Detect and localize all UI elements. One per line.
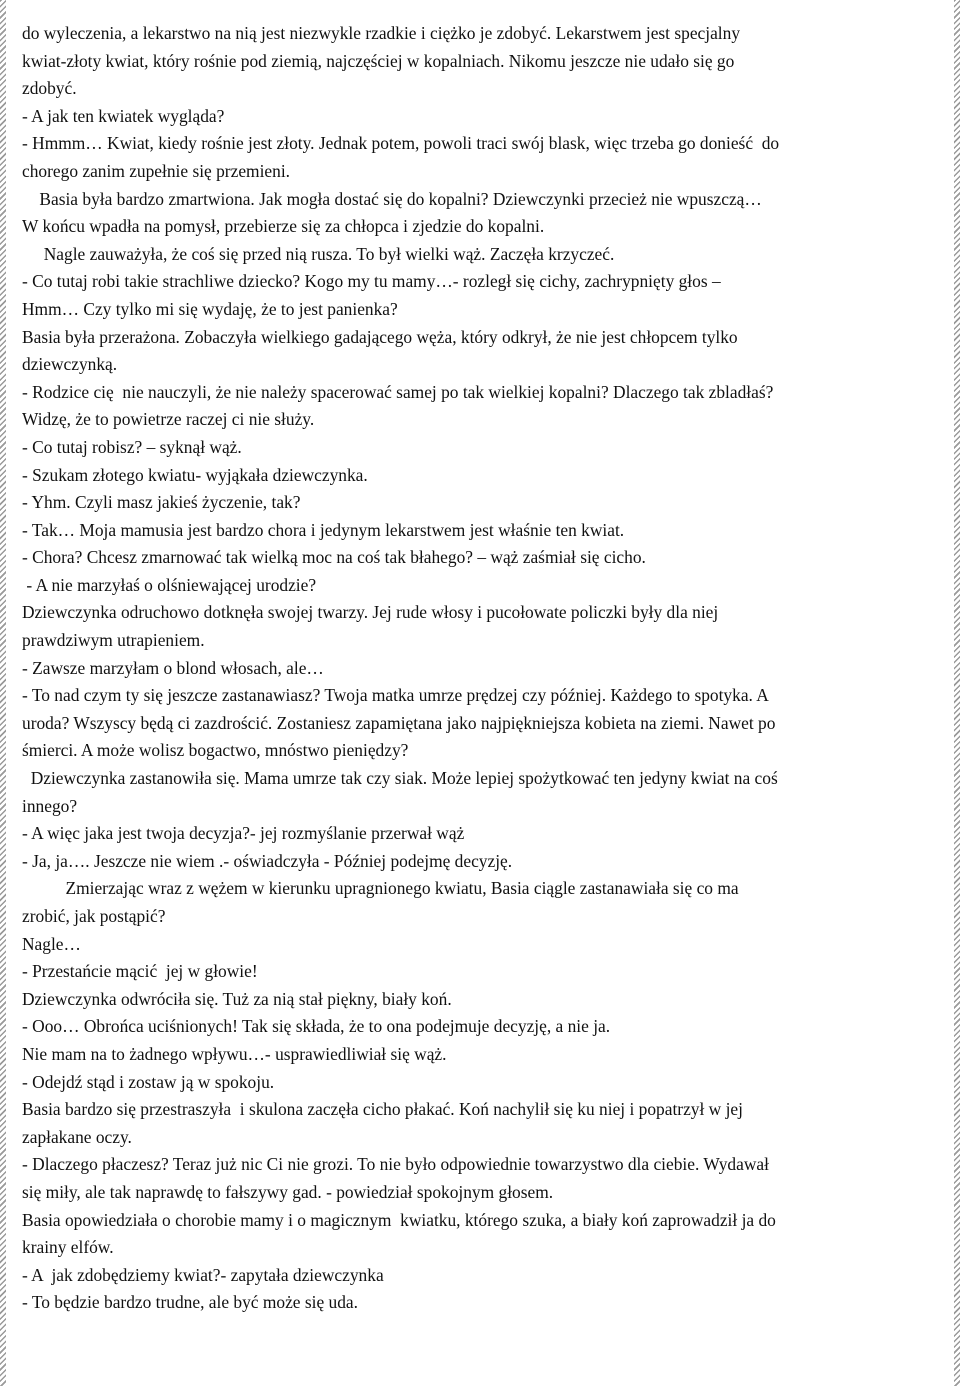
text-line: do wyleczenia, a lekarstwo na nią jest niezwykle rzadkie i ciężko je zdobyć. Lekarstwem jest specjalny xyxy=(22,23,741,43)
text-line xyxy=(22,1317,942,1345)
text-line: - Chora? Chcesz zmarnować tak wielką moc na coś tak błahego? – wąż zaśmiał się cicho. xyxy=(22,547,646,568)
text-line: - A nie marzyłaś o olśniewającej urodzie? xyxy=(22,574,317,595)
text-line: W końcu wpadła na pomysł, przebierze się za chłopca i zjedzie do kopalni. xyxy=(22,216,545,237)
text-line: Nie mam na to żadnego wpływu…- usprawiedliwiał się wąż. xyxy=(22,1043,447,1064)
text-line: się miły, ale tak naprawdę to fałszywy gad. - powiedział spokojnym głosem. xyxy=(22,1181,554,1202)
text-line: Zmierzając wraz z wężem w kierunku upragnionego kwiatu, Basia ciągle zastanawiała się co ma xyxy=(22,878,739,899)
text-line: Basia bardzo się przestraszyła i skulona zaczęła cicho płakać. Koń nachylił się ku niej i popatrzył w jej xyxy=(22,1099,743,1120)
text-line: - Co tutaj robi takie strachliwe dziecko? Kogo my tu mamy…- rozległ się cichy, zachrypnięty głos – xyxy=(22,271,721,292)
text-line: - A jak ten kwiatek wygląda? xyxy=(22,105,225,126)
text-line: - Zawsze marzyłam o blond włosach, ale… xyxy=(22,657,324,678)
text-line: kwiat-złoty kwiat, który rośnie pod ziemią, najczęściej w kopalniach. Nikomu jeszcze nie udało się go xyxy=(22,50,735,71)
text-line: - Szukam złotego kwiatu- wyjąkała dziewczynka. xyxy=(22,464,368,485)
text-line: Dziewczynka odruchowo dotknęła swojej twarzy. Jej rude włosy i pucołowate policzki były dla niej xyxy=(22,602,719,623)
text-line: zrobić, jak postąpić? xyxy=(22,906,166,926)
text-line: Dziewczynka odwróciła się. Tuż za nią stał piękny, biały koń. xyxy=(22,988,452,1009)
text-line: - Hmmm… Kwiat, kiedy rośnie jest złoty. Jednak potem, powoli traci swój blask, więc trzeba go donieść do xyxy=(22,133,780,154)
text-line: - Odejdź stąd i zostaw ją w spokoju. xyxy=(22,1071,275,1092)
text-line: - Co tutaj robisz? – syknął wąż. xyxy=(22,436,242,457)
text-line: - To nad czym ty się jeszcze zastanawiasz? Twoja matka umrze prędzej czy później. Każdego to spotyka. A xyxy=(22,685,769,706)
text-line: innego? xyxy=(22,795,78,816)
text-line: dziewczynką. xyxy=(22,354,118,375)
document-body xyxy=(22,20,942,1345)
text-line: Basia była przerażona. Zobaczyła wielkiego gadającego węża, który odkrył, że nie jest chłopcem tylko xyxy=(22,326,738,347)
text-line: uroda? Wszyscy będą ci zazdrościć. Zostaniesz zapamiętana jako najpiękniejsza kobieta na ziemi. Nawet po xyxy=(22,712,776,733)
text-line: - Dlaczego płaczesz? Teraz już nic Ci nie grozi. To nie było odpowiednie towarzystwo dla ciebie. Wydawał xyxy=(22,1154,769,1175)
text-line: - Yhm. Czyli masz jakieś życzenie, tak? xyxy=(22,492,301,513)
text-line: Basia opowiedziała o chorobie mamy i o magicznym kwiatku, którego szuka, a biały koń zaprowadził ja do xyxy=(22,1209,776,1230)
text-line: zdobyć. xyxy=(22,78,77,99)
text-line: - Przestańcie mącić jej w głowie! xyxy=(22,961,258,982)
text-line: Widzę, że to powietrze raczej ci nie służy. xyxy=(22,409,315,430)
text-line: - A więc jaka jest twoja decyzja?- jej rozmyślanie przerwał wąż xyxy=(22,823,465,844)
text-line: - A jak zdobędziemy kwiat?- zapytała dziewczynka xyxy=(22,1264,384,1285)
text-line: Nagle… xyxy=(22,933,81,954)
text-line: - To będzie bardzo trudne, ale być może się uda. xyxy=(22,1292,358,1313)
page-border-left xyxy=(0,0,6,1386)
text-line: - Rodzice cię nie nauczyli, że nie należy spacerować samej po tak wielkiej kopalni? Dlaczego tak zbladłaś? xyxy=(22,381,774,402)
text-line: - Tak… Moja mamusia jest bardzo chora i jedynym lekarstwem jest właśnie ten kwiat. xyxy=(22,519,625,540)
text-line: śmierci. A może wolisz bogactwo, mnóstwo pieniędzy? xyxy=(22,740,409,761)
page-border-right xyxy=(954,0,960,1386)
text-line: chorego zanim zupełnie się przemieni. xyxy=(22,160,290,181)
text-line: Nagle zauważyła, że coś się przed nią rusza. To był wielki wąż. Zaczęła krzyczeć. xyxy=(22,243,615,264)
text-line: - Ja, ja…. Jeszcze nie wiem .- oświadczyła - Później podejmę decyzję. xyxy=(22,850,513,871)
text-line: - Ooo… Obrońca uciśnionych! Tak się składa, że to ona podejmuje decyzję, a nie ja. xyxy=(22,1016,611,1037)
text-line: Dziewczynka zastanowiła się. Mama umrze tak czy siak. Może lepiej spożytkować ten jedyny kwiat na coś xyxy=(22,768,778,789)
text-line: zapłakane oczy. xyxy=(22,1126,132,1147)
text-line: krainy elfów. xyxy=(22,1237,114,1258)
text-line: prawdziwym utrapieniem. xyxy=(22,630,205,651)
text-line: Hmm… Czy tylko mi się wydaję, że to jest panienka? xyxy=(22,298,398,319)
text-line: Basia była bardzo zmartwiona. Jak mogła dostać się do kopalni? Dziewczynki przecież nie wpuszczą… xyxy=(22,188,762,209)
